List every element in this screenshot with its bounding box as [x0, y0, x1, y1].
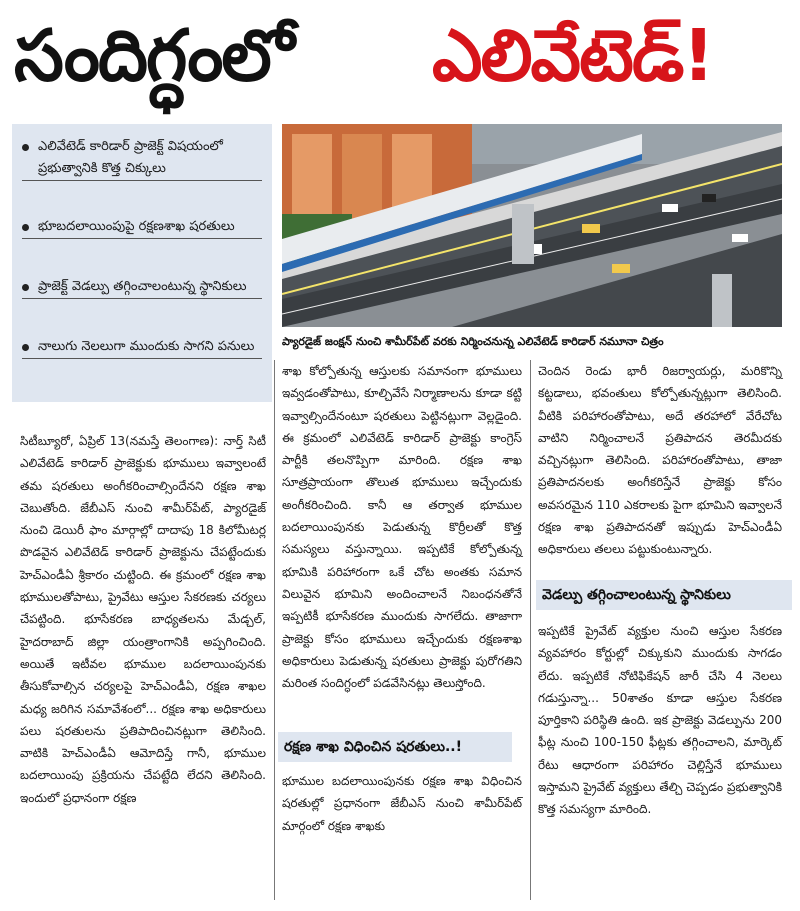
highlight-item: ఎలివేటెడ్ కారిడార్ ప్రాజెక్ట్ విషయంలో ప్రభుత్వానికి కొత్త చిక్కులు [22, 136, 262, 181]
article-paragraph: ఇప్పటికే ప్రైవేట్ వ్యక్తుల నుంచి ఆస్తుల సేకరణ వ్యవహారం కోర్టుల్లో చిక్కుకుని ముందుకు సాగడం లేదు. ఇప్పటికే నోటిఫికేషన్ జారీ చేసి 4 నెలలు గడుస్తున్నా... 50శాతం కూడా ఆస్తుల సేకరణ పూర్తికాని పరిస్థితి ఉంది. ఇక ప్రాజెక్టు వెడల్పును 200 ఫీట్ల నుంచి 100-150 ఫీట్లకు తగ్గించాలని, మార్కెట్ రేటు ఆధారంగా పరిహారం చెల్లిస్తేనే భూములు ఇస్తామని ప్రైవేట్ వ్యక్తులు తేల్చి చెప్పడం ప్రభుత్వానికి కొత్త సమస్యగా మారింది. [538, 624, 782, 817]
highlight-item: భూబదలాయింపుపై రక్షణశాఖ షరతులు [22, 216, 262, 239]
subheading-width-reduction: వెడల్పు తగ్గించాలంటున్న స్థానికులు [536, 580, 792, 610]
corridor-photo [282, 124, 782, 327]
article-column-2 [282, 360, 522, 694]
subheading-defense-conditions: రక్షణ శాఖ విధించిన షరతులు..! [278, 732, 512, 762]
highlight-item: నాలుగు నెలలుగా ముందుకు సాగని పనులు [22, 336, 262, 359]
article-paragraph: భూముల బదలాయింపునకు రక్షణ శాఖ విధించిన షరతుల్లో ప్రధానంగా జేబీఎస్ నుంచి శామీర్‌పేట్ మార్గంలో రక్షణ శాఖకు [282, 774, 522, 833]
article-paragraph: సిటీబ్యూరో, ఏప్రిల్ 13(నమస్తే తెలంగాణ): నార్త్ సిటీ ఎలివేటెడ్ కారిడార్ ప్రాజెక్టుకు భూములు ఇవ్వాలంటే తమ షరతులు అంగీకరించాల్సిందేనని రక్షణ శాఖ చెబుతోంది. జేబీఎస్ నుంచి శామీర్‌పేట్, ప్యారడైజ్ నుంచి డెయిరీ ఫాం మార్గాల్లో దాదాపు 18 కిలోమీటర్ల పొడవైన ఎలివేటెడ్ కారిడార్ ప్రాజెక్టును చేపట్టేందుకు హెచ్ఎండీఏ శ్రీకారం చుట్టింది. ఈ క్రమంలో రక్షణ శాఖ భూములతోపాటు, ప్రైవేటు ఆస్తుల సేకరణకు చర్యలు చేపట్టింది. భూసేకరణ బాధ్యతలను మేడ్చల్, హైదరాబాద్ జిల్లా యంత్రాంగానికి అప్పగించింది. అయితే ఇటీవల భూముల బదలాయింపునకు తీసుకోవాల్సిన చర్యలపై హెచ్ఎండీఏ, రక్షణ శాఖల మధ్య జరిగిన సమావేశంలో... రక్షణ శాఖ అధికారులు పలు షరతులను ప్రతిపాదించినట్లుగా తెలిసింది. వాటికి హెచ్ఎండీఏ ఆమోదిస్తే గానీ, భూముల బదలాయింపు ప్రక్రియను చేపట్టేది లేదని తెలిసింది. ఇందులో ప్రధానంగా రక్షణ [20, 434, 266, 805]
article-paragraph: చెందిన రెండు భారీ రిజర్వాయర్లు, మరికొన్ని కట్టడాలు, భవంతులు కోల్పోతున్నట్లుగా తెలిసింది. వీటికి పరిహారంతోపాటు, అదే తరహాలో వేరేచోట వాటిని నిర్మించాలనే ప్రతిపాదన తెరమీదకు వచ్చినట్లుగా తెలిసింది. పరిహారంతోపాటు, తాజా ప్రతిపాదనలకు అంగీకరిస్తేనే ప్రాజెక్టు కోసం అవసరమైన 110 ఎకరాలకు పైగా భూమిని ఇవ్వాలనే రక్షణ శాఖ ప్రతిపాదనతో ఇప్పుడు హెచ్ఎండీఏ అధికారులు తలలు పట్టుకుంటున్నారు. [538, 364, 782, 557]
article-column-3b [538, 620, 782, 821]
article-column-2b [282, 770, 522, 837]
headline-black: సందిగ్ధంలో [14, 14, 293, 97]
bullet-dot-icon [22, 344, 29, 351]
headline-red: ఎలివేటెడ్! [432, 14, 713, 97]
highlights-box [12, 124, 272, 402]
article-column-3 [538, 360, 782, 561]
article-paragraph: శాఖ కోల్పోతున్న ఆస్తులకు సమానంగా భూములు ఇవ్వడంతోపాటు, కూల్చివేసే నిర్మాణాలను కూడా కట్టి ఇవ్వాల్సిందేనంటూ షరతులు పెట్టినట్లుగా వెల్లడైంది. ఈ క్రమంలో ఎలివేటెడ్ కారిడార్ ప్రాజెక్టు కాంగ్రెస్ పార్టీకి తలనొప్పిగా మారింది. రక్షణ శాఖ సూత్రప్రాయంగా తొలుత భూములు ఇచ్చేందుకు అంగీకరించింది. కానీ ఆ తర్వాత భూముల బదలాయింపునకు పెడుతున్న కొర్రీలతో కొత్త సమస్యలు వస్తున్నాయి. ఇప్పటికే కోల్పోతున్న భూమికి పరిహారంగా ఒకే చోట అంతకు సమాన విలువైన భూమిని అందించాలనే నిబంధనతోనే ఇప్పటికీ భూసేకరణ ముందుకు సాగలేదు. తాజాగా ప్రాజెక్టు కోసం భూములు ఇచ్చేందుకు రక్షణశాఖ అధికారులు పెడుతున్న షరతులు ప్రాజెక్టు పురోగతిని మరింత సందిగ్ధంలో పడవేసినట్లు తెలుస్తోంది. [282, 364, 522, 691]
column-divider [530, 360, 531, 900]
bullet-dot-icon [22, 224, 29, 231]
column-divider [274, 360, 275, 900]
photo-caption: ప్యారడైజ్ జంక్షన్ నుంచి శామీర్‌పేట్ వరకు నిర్మించనున్న ఎలివేటెడ్ కారిడార్ నమూనా చిత్రం [282, 335, 664, 348]
bullet-dot-icon [22, 284, 29, 291]
article-column-1 [20, 430, 266, 809]
headline [0, 0, 800, 116]
highlight-item: ప్రాజెక్ట్ వెడల్పు తగ్గించాలంటున్న స్థానికులు [22, 276, 262, 299]
bullet-dot-icon [22, 144, 29, 151]
